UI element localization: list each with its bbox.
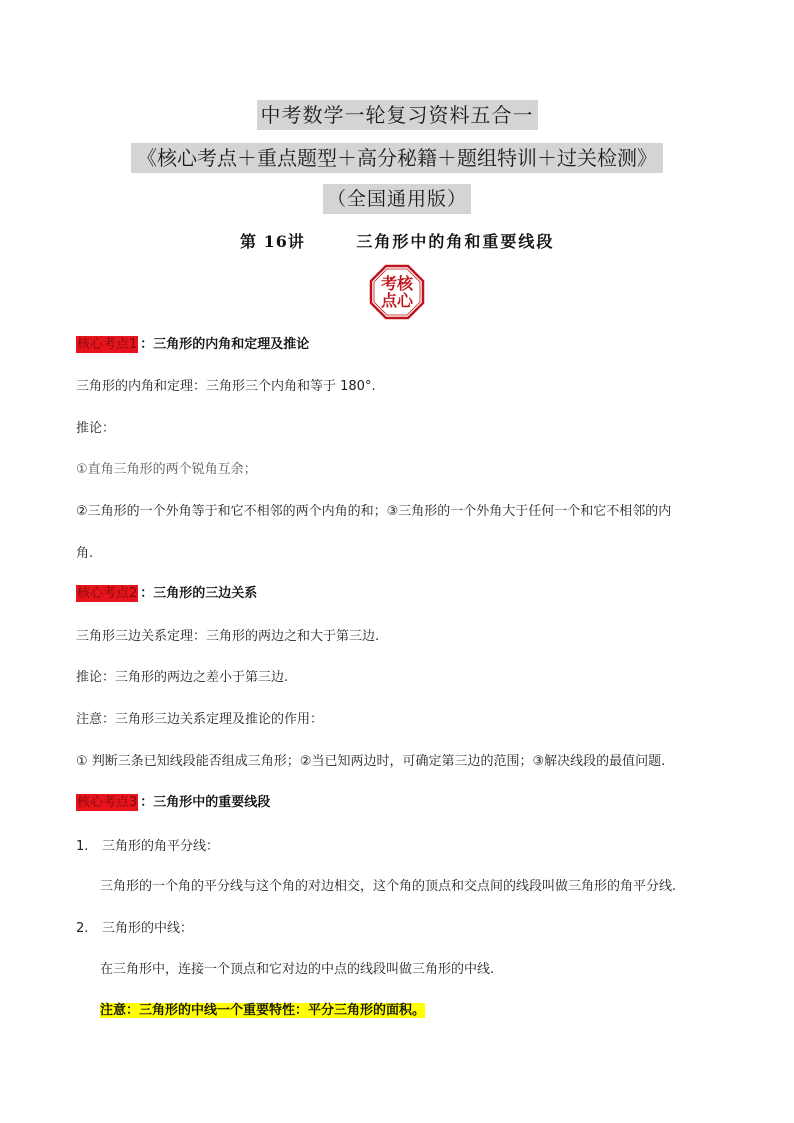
list-item (76, 920, 193, 938)
doc-title-line-2: 《核心考点＋重点题型＋高分秘籍＋题组特训＋过关检测》 (0, 143, 794, 173)
paragraph: ①直角三角形的两个锐角互余； (76, 462, 257, 477)
section-tag: 核心考点2 (77, 586, 138, 601)
paragraph: 三角形三边关系定理：三角形的两边之和大于第三边. (76, 629, 380, 644)
list-label: 三角形的中线： (102, 921, 194, 936)
section-heading-2: 核心考点2 ：三角形的三边关系 (77, 586, 258, 601)
paragraph: 在三角形中，连接一个顶点和它对边的中点的线段叫做三角形的中线. (100, 962, 495, 977)
lecture-number: 第 16讲 (240, 232, 305, 251)
section-title: 三角形中的重要线段 (153, 795, 271, 810)
core-points-stamp-icon (369, 264, 425, 320)
stamp-line-2: 点心 (380, 291, 413, 310)
section-title: 三角形的内角和定理及推论 (153, 337, 310, 352)
section-heading-1: 核心考点1 ：三角形的内角和定理及推论 (77, 337, 310, 352)
paragraph: 角. (76, 546, 94, 561)
lecture-heading (240, 230, 554, 254)
lecture-topic: 三角形中的角和重要线段 (356, 232, 555, 251)
section-tag: 核心考点1 (77, 337, 138, 352)
stamp-line-1: 考核 (380, 274, 413, 293)
section-tag: 核心考点3 (77, 795, 138, 810)
paragraph: ②三角形的一个外角等于和它不相邻的两个内角的和；③三角形的一个外角大于任何一个和它不相邻的内 (76, 504, 672, 519)
section-heading-3: 核心考点3 ：三角形中的重要线段 (77, 795, 271, 810)
paragraph: 推论： (76, 421, 116, 436)
paragraph: 三角形的内角和定理：三角形三个内角和等于 180°. (76, 379, 376, 394)
paragraph: ① 判断三条已知线段能否组成三角形；②当已知两边时，可确定第三边的范围；③解决线段的最值问题. (76, 754, 666, 769)
paragraph: 推论：三角形的两边之差小于第三边. (76, 670, 289, 685)
section-title: 三角形的三边关系 (153, 586, 258, 601)
list-number: 1. (76, 839, 89, 854)
paragraph: 三角形的一个角的平分线与这个角的对边相交，这个角的顶点和交点间的线段叫做三角形的角平分线. (100, 879, 677, 894)
doc-title-line-3: （全国通用版） (0, 184, 794, 214)
list-number: 2. (76, 921, 89, 936)
list-label: 三角形的角平分线： (102, 839, 220, 854)
list-item (76, 838, 219, 856)
highlighted-note: 注意：三角形的中线一个重要特性：平分三角形的面积。 (100, 1003, 426, 1018)
doc-title-line-1: 中考数学一轮复习资料五合一 (0, 100, 794, 130)
paragraph: 注意：三角形三边关系定理及推论的作用： (76, 712, 324, 727)
